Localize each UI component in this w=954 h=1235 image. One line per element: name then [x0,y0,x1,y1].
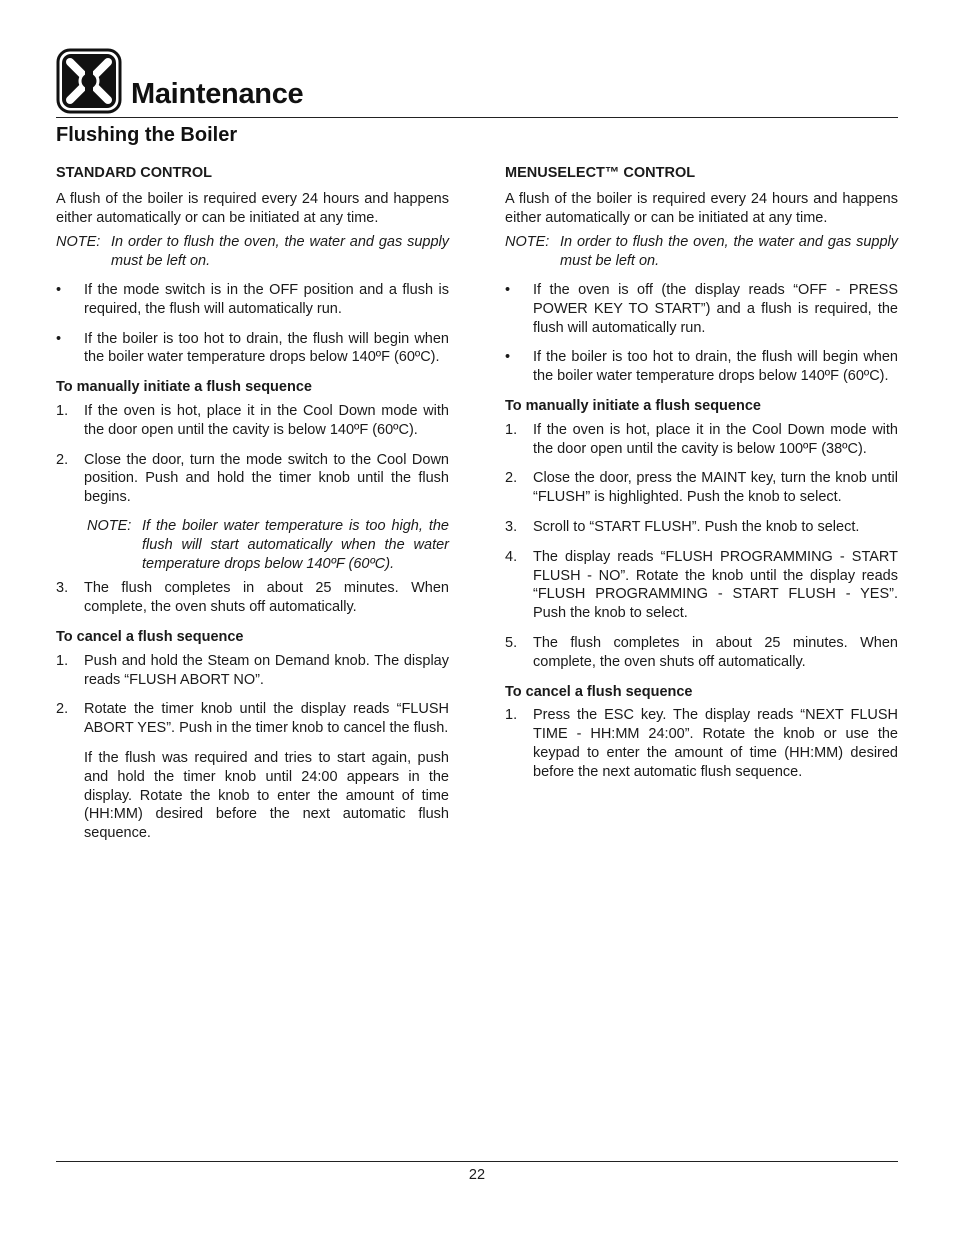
step-number: 2. [505,470,518,487]
list-item-text: Close the door, turn the mode switch to the Cool Down position. Push and hold the timer knob until the flush begins. [84,451,449,506]
bullet-marker: • [56,281,62,298]
note-text: In order to flush the oven, the water and gas supply must be left on. [560,234,898,270]
standard-control-column [56,164,449,853]
list-item [56,402,449,440]
cancel-followup-paragraph: If the flush was required and tries to start again, push and hold the timer knob until 24:00 appears in the display. Rotate the knob to enter the amount of time (HH:MM) desired before the next automatic flush sequence. [84,749,449,842]
footer-divider [56,1161,898,1162]
step-note [56,517,449,573]
header-divider [56,117,898,118]
section-title: Flushing the Boiler [56,124,238,146]
note-label: NOTE: [56,234,101,251]
list-item-text: If the oven is off (the display reads “OFF - PRESS POWER KEY TO START”) and a flush is required, the flush will automatically run. [533,281,898,336]
list-item-text: If the oven is hot, place it in the Cool Down mode with the door open until the cavity is below 140ºF (60ºC). [84,402,449,438]
bullet-marker: • [505,349,511,366]
list-item [56,652,449,690]
note [505,233,898,271]
list-item [505,281,898,337]
cancel-flush-heading: To cancel a flush sequence [505,683,693,700]
list-item-text: Close the door, press the MAINT key, turn the knob until “FLUSH” is highlighted. Push the knob to select. [533,470,898,506]
cancel-flush-heading: To cancel a flush sequence [56,628,244,645]
intro-paragraph: A flush of the boiler is required every 24 hours and happens either automatically or can be initiated at any time. [505,190,898,226]
list-item-text: If the oven is hot, place it in the Cool Down mode with the door open until the cavity is below 100ºF (38ºC). [533,421,898,457]
step-number: 1. [505,421,518,438]
list-item-text: Push and hold the Steam on Demand knob. The display reads “FLUSH ABORT NO”. [84,652,449,688]
menuselect-control-heading: MENUSELECT™ CONTROL [505,165,696,181]
list-item [505,469,898,507]
list-item-text: If the mode switch is in the OFF position and a flush is required, the flush will automatically run. [84,281,449,317]
note-label: NOTE: [87,517,132,534]
manual-flush-heading: To manually initiate a flush sequence [505,397,761,414]
list-item-text: If the boiler is too hot to drain, the flush will begin when the boiler water temperature drops below 140ºF (60ºC). [84,330,449,366]
page-number: 22 [468,1167,486,1183]
list-item [56,451,449,507]
step-number: 3. [56,580,69,597]
list-item-text: Scroll to “START FLUSH”. Push the knob to select. [533,518,860,535]
list-item-text: The flush completes in about 25 minutes. When complete, the oven shuts off automatically. [533,634,898,670]
bullet-marker: • [56,330,62,347]
list-item [505,706,898,781]
list-item [505,518,898,537]
note [56,233,449,271]
list-item [56,281,449,319]
maintenance-wrench-screwdriver-icon [56,48,122,114]
step-number: 4. [505,548,518,565]
step-number: 3. [505,518,518,535]
list-item-text: Press the ESC key. The display reads “NEXT FLUSH TIME - HH:MM 24:00”. Rotate the knob or use the keypad to enter the amount of time (HH:MM) desired before the next automatic flush sequence. [533,707,898,780]
manual-flush-heading: To manually initiate a flush sequence [56,379,312,396]
list-item [505,548,898,623]
list-item-text: Rotate the timer knob until the display reads “FLUSH ABORT YES”. Push in the timer knob to cancel the flush. [84,701,449,737]
step-number: 5. [505,634,518,651]
list-item [505,634,898,672]
list-item [56,700,449,738]
page-header [56,48,898,120]
note-label: NOTE: [505,234,550,251]
bullet-marker: • [505,281,511,298]
menuselect-control-column [505,164,898,793]
note-text: If the boiler water temperature is too high, the flush will start automatically when the water temperature drops below 140ºF (60ºC). [142,517,449,572]
list-item-text: If the boiler is too hot to drain, the flush will begin when the boiler water temperature drops below 140ºF (60ºC). [533,349,898,385]
list-item [505,348,898,386]
intro-paragraph: A flush of the boiler is required every 24 hours and happens either automatically or can be initiated at any time. [56,190,449,226]
list-item-text: The display reads “FLUSH PROGRAMMING - START FLUSH - NO”. Rotate the knob until the display reads “FLUSH PROGRAMMING - START FLUSH - YES”. Push the knob to select. [533,548,898,622]
list-item [505,421,898,459]
standard-control-heading: STANDARD CONTROL [56,165,212,181]
list-item [56,579,449,617]
list-item [56,330,449,368]
step-number: 1. [56,652,69,669]
note-text: In order to flush the oven, the water and gas supply must be left on. [111,234,449,270]
step-number: 2. [56,451,69,468]
list-item-text: The flush completes in about 25 minutes. When complete, the oven shuts off automatically. [84,580,449,616]
page-title: Maintenance [131,78,304,110]
step-number: 2. [56,701,69,718]
step-number: 1. [56,402,69,419]
step-number: 1. [505,707,518,724]
